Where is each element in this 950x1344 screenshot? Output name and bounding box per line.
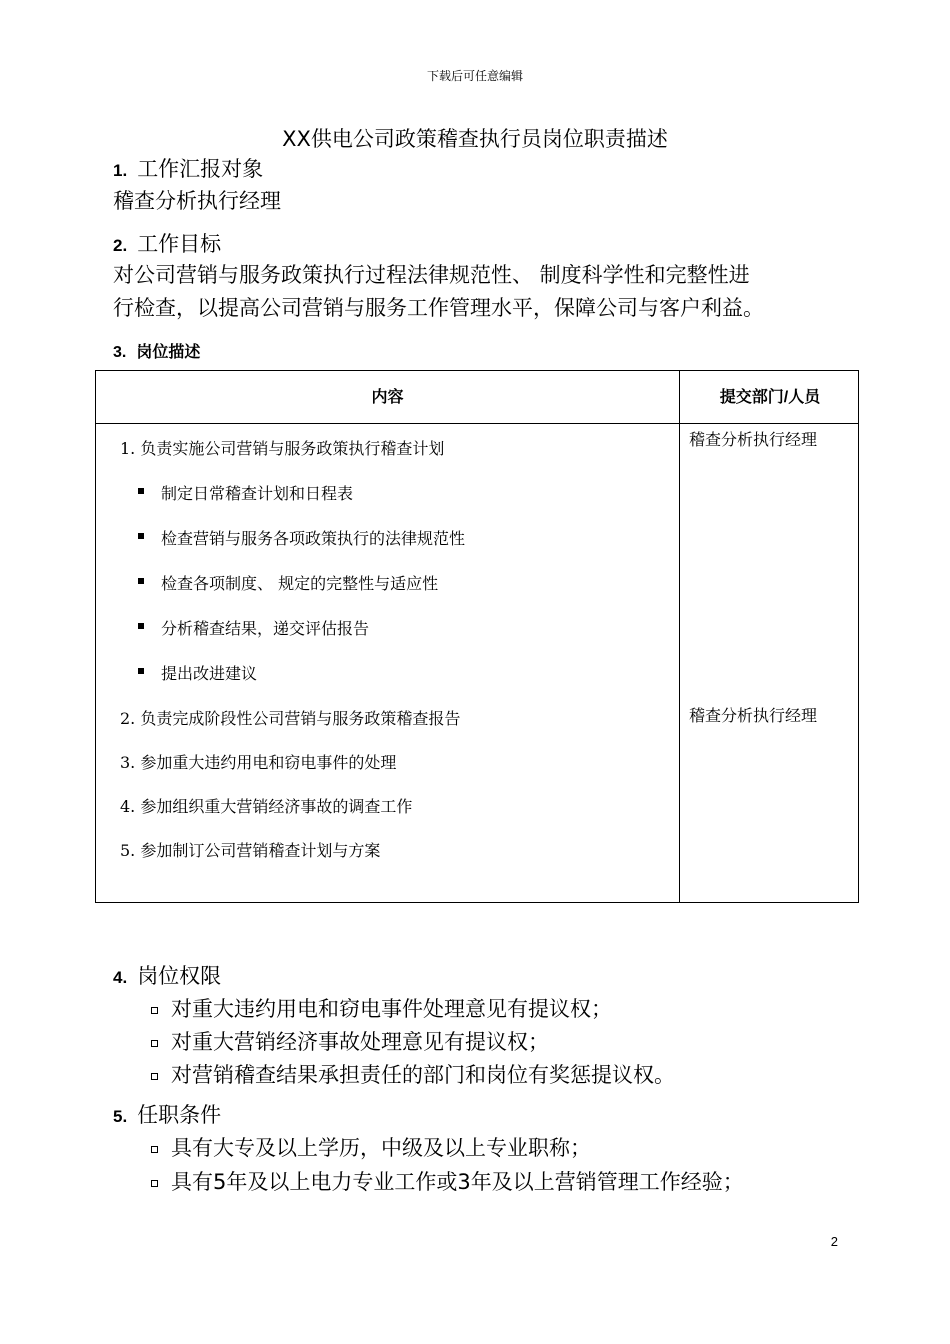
table-header-divider — [96, 423, 858, 424]
table-column-divider — [679, 371, 680, 902]
checkbox-bullet-icon — [151, 1146, 158, 1153]
table-row: 分析稽查结果，递交评估报告 — [161, 619, 370, 638]
list-item: 具有5年及以上电力专业工作或3年及以上营销管理工作经验； — [171, 1170, 744, 1194]
section-5-heading — [113, 1101, 221, 1131]
section-title: 工作目标 — [137, 232, 222, 256]
section-title: 任职条件 — [137, 1103, 222, 1127]
bullet-icon — [138, 578, 144, 584]
list-item: 对重大违约用电和窃电事件处理意见有提议权； — [171, 997, 612, 1021]
bullet-icon — [138, 488, 144, 494]
section-number: 5. — [113, 1107, 128, 1126]
objective-line-2: 行检查，以提高公司营销与服务工作管理水平，保障公司与客户利益。 — [113, 296, 764, 320]
submitter-cell: 稽查分析执行经理 — [689, 430, 818, 449]
section-3-heading — [113, 338, 200, 367]
checkbox-bullet-icon — [151, 1040, 158, 1047]
table-row: 5. 参加制订公司营销稽查计划与方案 — [120, 841, 381, 860]
section-number: 4. — [113, 968, 128, 987]
duties-table — [95, 370, 859, 903]
table-header-submitter: 提交部门/人员 — [719, 389, 821, 406]
table-row: 提出改进建议 — [161, 664, 258, 683]
section-title: 岗位权限 — [137, 964, 222, 988]
list-item: 具有大专及以上学历，中级及以上专业职称； — [171, 1136, 591, 1160]
section-number: 2. — [113, 236, 128, 255]
bullet-icon — [138, 533, 144, 539]
list-item: 对营销稽查结果承担责任的部门和岗位有奖惩提议权。 — [171, 1063, 675, 1087]
section-title: 工作汇报对象 — [137, 157, 264, 181]
checkbox-bullet-icon — [151, 1073, 158, 1080]
submitter-cell: 稽查分析执行经理 — [689, 706, 818, 725]
bullet-icon — [138, 668, 144, 674]
table-row: 4. 参加组织重大营销经济事故的调查工作 — [120, 797, 413, 816]
table-row: 1. 负责实施公司营销与服务政策执行稽查计划 — [120, 439, 445, 458]
header-note: 下载后可任意编辑 — [426, 69, 523, 83]
table-row: 2. 负责完成阶段性公司营销与服务政策稽查报告 — [120, 709, 461, 728]
section-1-heading — [113, 155, 263, 185]
table-row: 检查各项制度、 规定的完整性与适应性 — [161, 574, 439, 593]
table-row: 制定日常稽查计划和日程表 — [161, 484, 354, 503]
section-4-heading — [113, 962, 221, 992]
document-title: XX供电公司政策稽查执行员岗位职责描述 — [282, 127, 668, 151]
list-item: 对重大营销经济事故处理意见有提议权； — [171, 1030, 549, 1054]
report-to-text: 稽查分析执行经理 — [113, 189, 281, 213]
page-number: 2 — [830, 1234, 838, 1249]
checkbox-bullet-icon — [151, 1007, 158, 1014]
section-2-heading — [113, 230, 221, 260]
section-number: 3. — [113, 344, 127, 361]
objective-line-1: 对公司营销与服务政策执行过程法律规范性、 制度科学性和完整性进 — [113, 263, 750, 287]
section-number: 1. — [113, 161, 128, 180]
table-header-content: 内容 — [371, 389, 404, 406]
table-row: 3. 参加重大违约用电和窃电事件的处理 — [120, 753, 397, 772]
bullet-icon — [138, 623, 144, 629]
checkbox-bullet-icon — [151, 1180, 158, 1187]
table-row: 检查营销与服务各项政策执行的法律规范性 — [161, 529, 466, 548]
section-title: 岗位描述 — [136, 342, 201, 361]
